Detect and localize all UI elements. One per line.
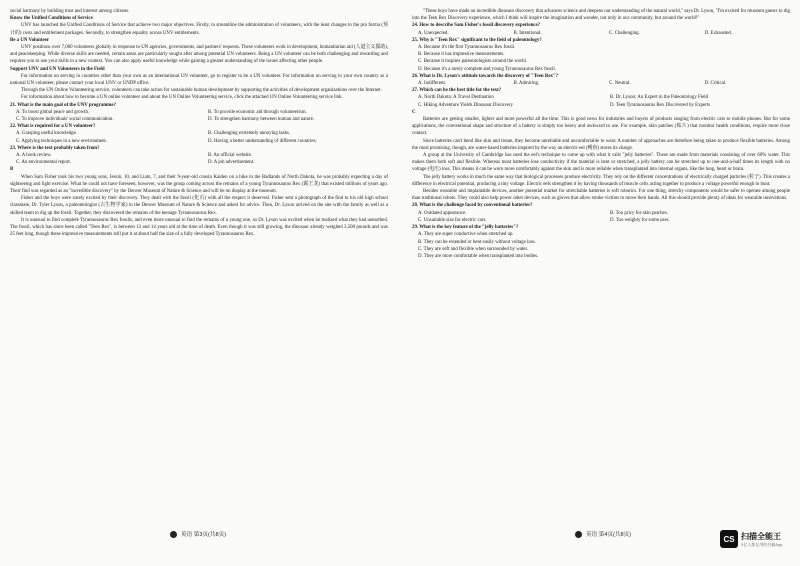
option: D. Teen Tyrannosaurus Rex Discovered by Experts xyxy=(610,102,711,108)
scanner-watermark xyxy=(720,530,782,548)
page-4-footer xyxy=(575,530,631,538)
shield-icon xyxy=(170,531,177,538)
question-25-options xyxy=(412,44,790,73)
question-22-options xyxy=(10,130,388,144)
option: A. Outdated appearance. xyxy=(418,210,467,216)
question-28-options xyxy=(412,210,790,224)
paragraph: Since batteries can't bend like skin and tissue, they become unreliable and uncomfortable to wear. A number of approaches are therefore being taken to produce flexible batteries. Among the most promising, though, are water-based batteries inspired by the way an electric eel (鳗鱼) stores its charge. xyxy=(412,138,790,151)
option: B. To provide economic aid through volunteerism. xyxy=(208,109,307,115)
paragraph: It is unusual to find complete Tyrannosaurus Rex fossils, and even more unusual to find the remains of a young one, so Dr. Lyson was excited when he realized what they had unearthed. The fossil, which has since been called "Teen Rex", is between 12 and 14 years old at the time of death. Even though it was still growing, the dinosaur already weighed 3,500 pounds and was 25 feet long, though these impressive measurements still put it at about half the size of a fully developed Tyrannosaurus Rex. xyxy=(10,217,388,238)
question-27: 27. Which can be the best title for the text? xyxy=(412,88,502,94)
paragraph: For information on serving in countries other than your own as an international UN volunteer, go to register to be a UN volunteer. For information on serving in your own country as a national UN volunteer, please contact your local UNV or UNDP office. xyxy=(10,73,388,87)
paragraph: Through the UN Online Volunteering service, volunteers can take action for sustainable human development by supporting the activities of development organizations over the Internet. xyxy=(21,88,382,94)
question-26: 26. What is Dr. Lyson's attitude towards the discovery of "Teen Rex"? xyxy=(412,73,559,79)
question-21-options xyxy=(10,109,388,123)
question-25: 25. Why is "Teen Rex" significant to the field of paleontology? xyxy=(412,37,542,43)
option: A. Grasping useful knowledge. xyxy=(16,131,77,137)
option: C. An environmental report. xyxy=(16,160,72,166)
option: A. Indifferent. xyxy=(418,81,447,87)
paragraph: For information about how to become a UN online volunteer and about the UN Online Volunteering service, click the attached UN Online Volunteering service link. xyxy=(21,95,343,101)
section-b-label: B xyxy=(10,167,14,173)
paragraph: A group at the University of Cambridge has used the eel's technique to come up with what it calls "jelly batteries". These are made from materials consisting of over 60% water. This makes them both soft and flexible. Whereas most batteries lose conductivity if the material is bent or stretched, a jelly battery can be stretched up to one-and-a-half times its length with no voltage (电压) loss. This means it can be worn more comfortably against the skin and is more reliable when transplanted into internal organs, like the lung, heart or brain. xyxy=(412,153,790,173)
option: C. Applying techniques in a new environment. xyxy=(16,138,108,144)
question-23: 23. Where is the text probably taken from? xyxy=(10,145,100,151)
question-24: 24. How to describe Sam Fisher's fossil discovery experience? xyxy=(412,23,541,29)
option: D. Exhausted. xyxy=(704,30,733,36)
option: D. Critical. xyxy=(704,81,727,87)
option: D. To strengthen harmony between human and nature. xyxy=(208,117,315,123)
option: C. Challenging. xyxy=(609,30,640,36)
question-21: 21. What is the main goal of the UNV programme? xyxy=(10,102,116,108)
option: B. Because it has impressive measurements. xyxy=(418,52,505,58)
page-3 xyxy=(10,8,388,528)
watermark-tagline: 3亿人都在用的扫描App xyxy=(741,541,783,547)
paragraph: The jelly battery works in much the same way that biological processes produce electricity. They rely on the different concentrations of electrically charged particles (粒子). This creates a difference in electrical potential, producing a tiny voltage. Electric eels strengthen it by having thousands of muscle cells acting together to produce a voltage powerful enough to hunt. xyxy=(412,174,790,187)
option: B. Challenging extremely annoying tasks. xyxy=(208,131,291,137)
camscanner-logo-icon: CS xyxy=(720,530,738,548)
option: A. A book review. xyxy=(16,153,52,159)
paragraph: "These boys have made an incredible dinosaur discovery that advances science and deepens our understanding of the natural world," says Dr. Lyson, "I'm excited for museum guests to dig into the Teen Rex Discovery experience, which I think will inspire the imagination and wonder, not only in our community, but around the world!" xyxy=(412,9,790,22)
option: C. To improve individuals' social communication. xyxy=(16,117,114,123)
option: D. They are more comfortable when transplanted into bodies. xyxy=(418,253,539,259)
shield-icon xyxy=(575,531,582,538)
footer-text: 英语 第3页(共8页) xyxy=(181,532,227,538)
question-22: 22. What is required for a UN volunteer? xyxy=(10,124,96,130)
passage-a-intro-line: social harmony by building trust and interest among citizens. xyxy=(10,9,130,14)
question-28: 28. What is the challenge faced by conventional batteries? xyxy=(412,203,533,209)
option: A. They are super conductive when stretched up. xyxy=(418,232,514,238)
watermark-name: 扫描全能王 xyxy=(741,531,781,541)
option: D. A job advertisement. xyxy=(208,160,255,166)
paragraph: Besides wearable and implantable devices, another potential market for stretchable batteries is soft robotics. For one thing, stretchy components would be safer to operate among people than traditional robots. They could also help power other devices, such as gloves that allow stroke victims to move their hands. All this should provide plenty of ideas for wearable innovations. xyxy=(412,189,790,202)
question-26-options xyxy=(412,80,790,87)
option: A. Because it's the first Tyrannosaurus Rex fossil. xyxy=(418,45,516,51)
option: C. Neutral. xyxy=(609,81,631,87)
option: D. Too weighty for some uses. xyxy=(610,217,670,223)
option: B. They can be extended or bent easily without voltage loss. xyxy=(418,239,536,245)
paragraph: Batteries are getting smaller, lighter and more powerful all the time. This is good news for industries and buyers of products ranging from electric cars to mobile phones. But for some applications, the conventional shape and structure of a battery is simply too heavy and awkward to use. For example, skin patches (贴片) that monitor health conditions, require more close contact. xyxy=(412,117,790,137)
option: B. An official website. xyxy=(208,153,253,159)
paragraph: When Sam Fisher took his two young sons, Jessin, 10, and Liam, 7, and their 9-year-old cousin Kaiden on a hike in the Badlands of North Dakota, he was probably expecting a day of sightseeing and light exercise. What he could not have foreseen, however, was the group coming across the remains of a young Tyrannosaurus Rex (霸王龙) that existed millions of years ago. Their find was regarded as an "incredible discovery" by the Denver Museum of Nature & Science and will be on display at the museum. xyxy=(10,174,388,195)
page-4 xyxy=(412,8,790,528)
paragraph: UNV positions over 7,000 volunteers globally in response to UN agencies, governments, and partners' requests. These volunteers work in development, humanitarian aid (人道主义援助), and peacekeeping. While diverse skills are needed, certain areas are particularly sought after among potential UN volunteers. Being a UN volunteer can be both challenging and rewarding and requires you to use your skills in a new context. You can also apply useful knowledge while gaining a greater understanding of the issues affecting other people. xyxy=(10,45,388,65)
question-24-options xyxy=(412,30,790,37)
heading-support-unv: Support UNV and UN Volunteers in the Field xyxy=(10,66,105,72)
option: D. Having a better understanding of different countries. xyxy=(208,138,317,144)
option: B. Intentional. xyxy=(513,30,542,36)
question-23-options xyxy=(10,152,388,166)
option: B. Admiring. xyxy=(513,81,540,87)
option: B. Dr. Lyson: An Expert in the Paleontology Field xyxy=(610,95,709,101)
question-29: 29. What is the key feature of the "jelly batteries"? xyxy=(412,225,519,231)
question-29-options xyxy=(412,231,790,260)
option: C. Because it inspires paleontologists around the world. xyxy=(418,59,528,65)
option: A. Unexpected. xyxy=(418,30,449,36)
paragraph: UNV has launched the Unified Conditions of Service that achieve two major objectives. Firstly, to streamline the administration of volunteers, with the least changes to the pro forma (预计的) costs and entitlement packages. Secondly, to strengthen equality across UNV entitlements. xyxy=(10,23,388,36)
heading-unified-conditions: Know the Unified Conditions of Service xyxy=(10,16,93,22)
option: C. They are soft and flexible when surrounded by water. xyxy=(418,246,529,252)
section-c-label: C xyxy=(412,109,416,115)
option: C. Hiking Adventure Yields Dinosaur Discovery xyxy=(418,102,513,108)
option: D. Because it's a rarely complete and young Tyrannosaurus Rex fossil. xyxy=(418,66,556,72)
option: A. To boost global peace and growth. xyxy=(16,109,90,115)
question-27-options xyxy=(412,94,790,108)
option: C. Unsuitable size for electric cars. xyxy=(418,217,487,223)
footer-text: 英语 第4页(共8页) xyxy=(586,532,632,538)
option: A. North Dakota: A Travel Destination xyxy=(418,95,494,101)
option: B. Too pricy for skin patches. xyxy=(610,210,668,216)
heading-be-volunteer: Be a UN Volunteer xyxy=(10,37,49,43)
page-3-footer xyxy=(170,530,226,538)
paragraph: Fisher and the boys were surely excited by their discovery. They dealt with the fossil (化石) with all the respect it deserved. Fisher sent a photograph of the find to his old high school classmate, Dr. Tyler Lyson, a paleontologist (古生物学家) in the Denver Museum of Nature & Science and asked for advice. Then, Dr. Lyson arrived on the site with the family as well as a skilled team to dig up the fossil. Together, they discovered the remains of the teenage Tyrannosaurus Rex. xyxy=(10,196,388,216)
